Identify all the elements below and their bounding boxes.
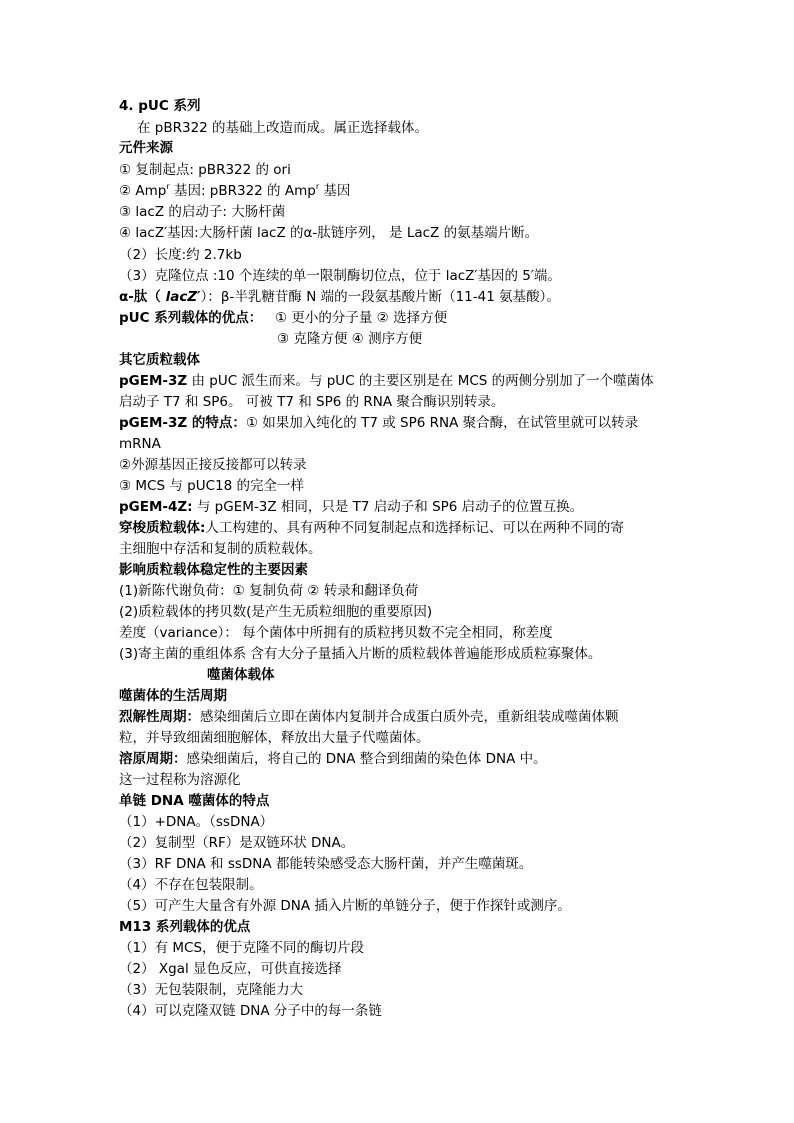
text-run: 感染细菌后立即在菌体内复制并合成蛋白质外壳，重新组装成噬菌体颗 (200, 709, 619, 725)
text-run: ① 如果加入纯化的 T7 或 SP6 RNA 聚合酶，在试管里就可以转录 (245, 415, 639, 431)
list-item: ④ lacZ′基因:大肠杆菌 lacZ 的α-肽链序列， 是 LacZ 的氨基端片断。 (119, 225, 539, 241)
paragraph (119, 371, 719, 391)
list-item: （3）克隆位点 :10 个连续的单一限制酶切位点，位于 lacZ′基因的 5′端。 (119, 268, 561, 284)
text-run: 与 pGEM-3Z 相同，只是 T7 启动子和 SP6 启动子的位置互换。 (192, 499, 584, 515)
list-item: ③ MCS 与 pUC18 的完全一样 (119, 478, 304, 494)
term: 溶原周期： (119, 751, 187, 767)
text-run: 人工构建的、具有两种不同复制起点和选择标记、可以在两种不同的寄 (205, 520, 624, 536)
advantages-items: ③ 克隆方便 ④ 测序方便 (277, 331, 423, 347)
term-italic: lacZ′ (165, 289, 201, 305)
paragraph: 主细胞中存活和复制的质粒载体。 (119, 541, 322, 557)
list-item: （4）可以克隆双链 DNA 分子中的每一条链 (119, 1003, 382, 1019)
term: pUC 系列载体的优点： (119, 310, 263, 326)
definition-line (119, 287, 719, 307)
list-item: 差度（variance）： 每个菌体中所拥有的质粒拷贝数不完全相同，称差度 (119, 625, 553, 641)
subheading: 影响质粒载体稳定性的主要因素 (119, 562, 308, 578)
list-item: (1)新陈代谢负荷：① 复制负荷 ② 转录和翻译负荷 (119, 583, 419, 599)
term: pGEM-3Z (119, 373, 188, 389)
paragraph: 在 pBR322 的基础上改造而成。属正选择载体。 (137, 120, 429, 136)
text-run: 感染细菌后，将自己的 DNA 整合到细菌的染色体 DNA 中。 (186, 751, 547, 767)
paragraph (119, 518, 719, 538)
text-run: 基因 (319, 183, 351, 199)
subheading: 单链 DNA 噬菌体的特点 (119, 793, 270, 809)
list-item: ②外源基因正接反接都可以转录 (119, 457, 307, 473)
subheading: 其它质粒载体 (119, 352, 200, 368)
list-item: （2）复制型（RF）是双链环状 DNA。 (119, 835, 355, 851)
subheading: 元件来源 (119, 140, 173, 156)
section-heading: 4. pUC 系列 (119, 98, 201, 114)
paragraph (119, 749, 719, 769)
paragraph (119, 497, 719, 517)
list-item: （1）有 MCS，便于克隆不同的酶切片段 (119, 940, 365, 956)
term: α-肽（ (119, 289, 166, 305)
text-run: 基因: pBR322 的 Amp (169, 183, 316, 199)
list-item: （4）不存在包装限制。 (119, 877, 263, 893)
superscript: r (315, 182, 320, 191)
subheading: M13 系列载体的优点 (119, 919, 251, 935)
list-item: （2） Xgal 显色反应，可供直接选择 (119, 961, 342, 977)
list-item: （5）可产生大量含有外源 DNA 插入片断的单链分子，便于作探针或测序。 (119, 898, 571, 914)
chapter-heading: 噬菌体载体 (207, 667, 275, 683)
term: pGEM-3Z 的特点： (119, 415, 246, 431)
paragraph: 粒，并导致细菌细胞解体，释放出大量子代噬菌体。 (119, 730, 430, 746)
subheading: 噬菌体的生活周期 (119, 688, 227, 704)
term: pGEM-4Z: (119, 499, 193, 515)
paragraph: 启动子 T7 和 SP6。 可被 T7 和 SP6 的 RNA 聚合酶识别转录。 (119, 394, 505, 410)
superscript: r (166, 182, 170, 191)
paragraph (119, 707, 719, 727)
term: 烈解性周期： (119, 709, 200, 725)
list-item: （3）RF DNA 和 ssDNA 都能转染感受态大肠杆菌，并产生噬菌斑。 (119, 856, 533, 872)
paragraph: 这一过程称为溶源化 (119, 772, 241, 788)
list-item: ③ lacZ 的启动子: 大肠杆菌 (119, 204, 286, 220)
term: 穿梭质粒载体: (119, 520, 206, 536)
list-item: （1）+DNA。（ssDNA） (119, 814, 274, 830)
paragraph: mRNA (119, 436, 161, 452)
list-item (119, 181, 719, 201)
text-run: ② Amp (119, 183, 167, 199)
paragraph (119, 413, 719, 433)
list-item: (2)质粒载体的拷贝数(是产生无质粒细胞的重要原因) (119, 604, 433, 620)
list-item: （3）无包装限制，克隆能力大 (119, 982, 304, 998)
list-item: (3)寄主菌的重组体系 含有大分子量插入片断的质粒载体普遍能形成质粒寡聚体。 (119, 646, 602, 662)
list-item: ① 复制起点: pBR322 的 ori (119, 162, 291, 178)
text-run: ）：β-半乳糖苷酶 N 端的一段氨基酸片断（11-41 氨基酸）。 (200, 289, 560, 305)
advantages-items: ① 更小的分子量 ② 选择方便 (275, 310, 448, 326)
list-item: （2）长度:约 2.7kb (119, 247, 242, 263)
text-run: 由 pUC 派生而来。与 pUC 的主要区别是在 MCS 的两侧分别加了一个噬菌体 (187, 373, 654, 389)
